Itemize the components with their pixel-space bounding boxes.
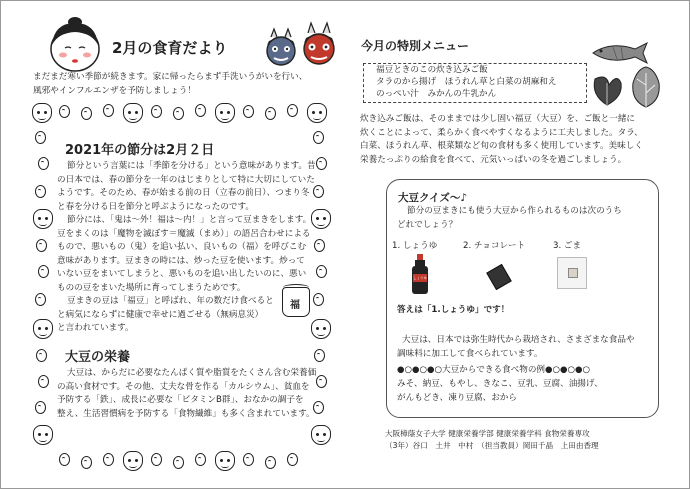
sesame-pack-icon: [557, 257, 587, 289]
setsubun-line: と病気にならずに健康で幸せに過ごせる（無病息災）: [57, 309, 264, 320]
setsubun-line: 節分には、「鬼は～外！福は～内！」と言って豆まきをします。: [67, 215, 312, 225]
bean-icon: [151, 453, 162, 466]
bean-icon: [195, 453, 206, 466]
bean-icon: [287, 453, 298, 466]
bean-icon: [287, 104, 298, 117]
quiz-foods-line: みそ、納豆、もやし、きなこ、豆乳、豆腐、油揚げ、: [397, 379, 603, 389]
oni-face-icon: [33, 209, 53, 229]
bag-label: 福: [290, 300, 300, 311]
bean-icon: [265, 456, 276, 469]
fish-illustration: [589, 39, 651, 67]
quiz-answer: 答えは「1.しょうゆ」です！: [397, 305, 510, 315]
bean-icon: [265, 107, 276, 120]
soy-sauce-bottle-icon: [412, 254, 428, 294]
menu-desc-line: 炊き込みご飯は、そのままでは少し固い福豆（大豆）を、ご飯と一緒に: [360, 114, 636, 124]
setsubun-line: と春を分ける日を節分と呼ぶようになったのです。: [57, 201, 254, 212]
oni-face-icon: [307, 103, 327, 123]
quiz-question-line: どれでしょう？: [397, 220, 458, 230]
menu-desc-line: 栄養たっぷりの給食を食べて、元気いっぱいの冬を過ごしましょう。: [360, 154, 627, 165]
oni-face-icon: [311, 425, 331, 445]
bean-icon: [316, 265, 327, 278]
menu-heading: 今月の特別メニュー: [361, 39, 470, 53]
bean-icon: [151, 105, 162, 118]
oni-face-icon: [215, 451, 235, 471]
chocolate-icon: [486, 264, 512, 290]
fukumame-bag-illustration: [282, 287, 310, 317]
spinach-illustration: [589, 71, 625, 107]
setsubun-line: の日本では、春の節分を一年のはじまりとして特に大切にしていた: [57, 174, 315, 185]
setsubun-line: ようです。そのため、春が始まる前の日（立春の前日）、つまり冬: [57, 188, 310, 198]
bean-icon: [35, 401, 46, 414]
menu-item: 福豆ときのこの炊き込みご飯: [376, 65, 488, 75]
credit-line: （3年）谷口 土井 中村 （担当教員）岡田千晶 上田由香理: [385, 441, 599, 450]
quiz-explain-line: 調味料に加工して食べられています。: [397, 349, 543, 359]
oni-face-icon: [33, 425, 53, 445]
bean-icon: [314, 349, 325, 362]
setsubun-line: 豆まきの豆は「福豆」と呼ばれ、年の数だけ食べると: [67, 296, 274, 306]
bean-icon: [81, 107, 92, 120]
bean-icon: [81, 456, 92, 469]
bean-icon: [38, 157, 49, 170]
menu-list-box: [363, 63, 587, 103]
setsubun-line: 節分という言葉には「季節を分ける」という意味があります。昔: [67, 161, 316, 171]
setsubun-line: もので、悪いもの（鬼）を追い払い、良いもの（福）を呼びこむ: [57, 242, 307, 252]
intro-line-1: まだまだ寒い季節が続きます。家に帰ったらまず手洗いうがいを行い、: [33, 72, 308, 82]
quiz-foods-line: がんもどき、凍り豆腐、おから: [397, 393, 517, 403]
quiz-title: 大豆クイズ～♪: [398, 192, 468, 204]
quiz-option-2: 2. チョコレート: [463, 241, 526, 251]
credits: [385, 428, 599, 452]
setsubun-heading: 2021年の節分は2月２日: [65, 143, 215, 158]
bean-icon: [35, 293, 46, 306]
menu-item: タラのから揚げ ほうれん草と白菜の胡麻和え: [376, 77, 557, 87]
soy-line: 整え、生活習慣病を予防する「食物繊維」も多く含まれています。: [57, 408, 315, 419]
bottle-label: しょうゆ: [413, 276, 427, 280]
setsubun-line: 意味があります。豆まきの時には、炒った豆を使います。炒って: [57, 255, 305, 266]
bean-icon: [173, 456, 184, 469]
bean-icon: [103, 104, 114, 117]
oni-face-icon: [123, 451, 143, 471]
menu-desc-line: 炊くことによって、柔らかく食べやすくなるように工夫しました。タラ、: [360, 127, 643, 138]
bean-icon: [59, 453, 70, 466]
bean-icon: [314, 239, 325, 252]
blue-oni-illustration: [263, 27, 299, 67]
setsubun-line: と言われています。: [57, 323, 134, 333]
menu-item: のっぺい汁 みかんの牛乳かん: [376, 89, 497, 99]
soy-body: [57, 367, 316, 421]
bean-icon: [316, 157, 327, 170]
okame-face-illustration: [46, 15, 104, 75]
bean-icon: [35, 185, 46, 198]
soy-line: 予防する「鉄」、成長に必要な「ビタミンB群」、おなかの調子を: [57, 395, 304, 405]
menu-description: [360, 113, 643, 167]
bean-icon: [313, 131, 324, 144]
setsubun-line: 豆をまくのは「魔物を滅ぼす＝魔滅（まめ）」の語呂合わせによる: [57, 228, 311, 239]
quiz-option-1: 1. しょうゆ: [392, 241, 438, 251]
cabbage-illustration: [629, 65, 663, 109]
quiz-option-3: 3. ごま: [553, 241, 582, 251]
intro-line-2: 風邪やインフルエンザを予防しましょう！: [33, 86, 196, 96]
bean-icon: [103, 453, 114, 466]
bean-icon: [36, 239, 47, 252]
quiz-box: [386, 179, 659, 418]
quiz-foods-title: ●○●○●○大豆からできる食べ物の例●○●○●○: [397, 365, 591, 375]
quiz-explain-line: 大豆は、日本では弥生時代から栽培され、さまざまな食品や: [402, 335, 635, 345]
bean-icon: [38, 375, 49, 388]
setsubun-line: いない豆をまいてしまうと、悪いものを追い出したいのに、悪い: [57, 269, 307, 279]
quiz-question-line: 節分の豆まきにも使う大豆から作られるものは次のうち: [407, 206, 622, 216]
page-title: 2月の食育だより: [112, 39, 228, 57]
bean-icon: [173, 107, 184, 120]
soy-line: の高い食材です。その他、丈夫な骨を作る「カルシウム」、貧血を: [57, 381, 310, 392]
oni-face-icon: [123, 103, 143, 123]
oni-face-icon: [32, 103, 52, 123]
bean-icon: [316, 375, 327, 388]
oni-face-icon: [33, 319, 53, 339]
bean-icon: [243, 453, 254, 466]
oni-face-icon: [215, 103, 235, 123]
setsubun-body: [57, 160, 316, 336]
bean-icon: [195, 104, 206, 117]
soy-heading: 大豆の栄養: [65, 350, 131, 365]
credit-line: 大阪樟蔭女子大学 健康栄養学部 健康栄養学科 食物栄養専攻: [385, 429, 590, 438]
bean-icon: [36, 349, 47, 362]
red-oni-illustration: [299, 21, 339, 67]
bean-icon: [38, 265, 49, 278]
menu-desc-line: 白菜、ほうれん草、根菜類など旬の食材も多く使用しています。美味しく: [360, 141, 643, 151]
setsubun-line: ものの豆をまいた場所に育ってしまうためです。: [57, 282, 246, 293]
bean-icon: [243, 105, 254, 118]
bean-icon: [35, 131, 46, 144]
bean-icon: [59, 105, 70, 118]
soy-line: 大豆は、からだに必要なたんぱく質や脂質をたくさん含む栄養価: [67, 368, 317, 378]
